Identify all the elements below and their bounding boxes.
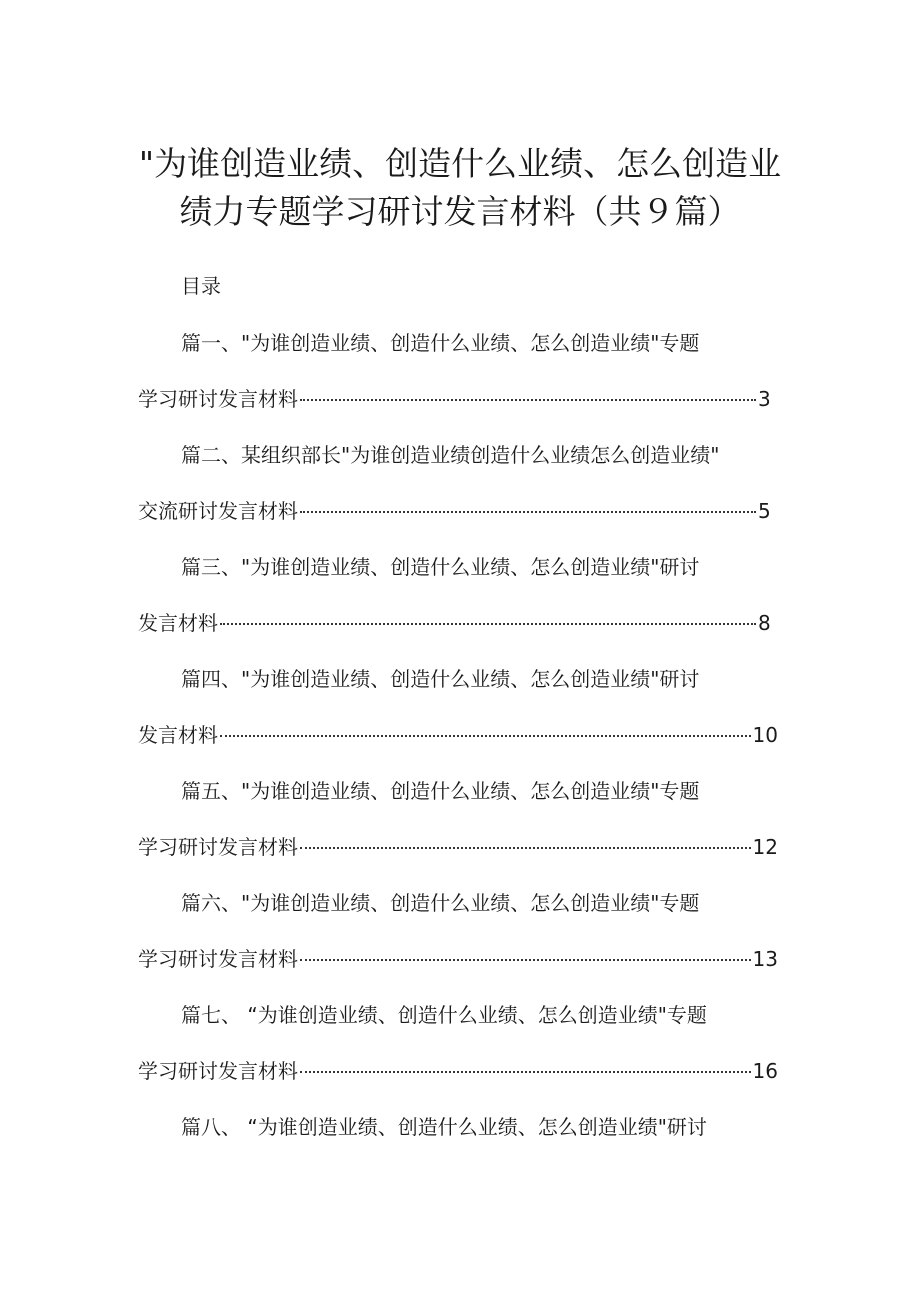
- toc-entry-1-title[interactable]: 篇一、"为谁创造业绩、创造什么业绩、怎么创造业绩"专题: [181, 331, 700, 355]
- toc-page-number: 8: [758, 611, 771, 635]
- document-title-line1: "为谁创造业绩、创造什么业绩、怎么创造业: [138, 144, 782, 183]
- toc-entry-7-title[interactable]: 篇七、 “为谁创造业绩、创造什么业绩、怎么创造业绩"专题: [181, 1003, 707, 1027]
- toc-entry-2-continuation[interactable]: [138, 496, 778, 526]
- toc-page-number: 5: [758, 499, 771, 523]
- toc-entry-2-title[interactable]: 篇二、某组织部长"为谁创造业绩创造什么业绩怎么创造业绩": [181, 443, 720, 467]
- toc-entry-4-title[interactable]: 篇四、"为谁创造业绩、创造什么业绩、怎么创造业绩"研讨: [181, 667, 700, 691]
- toc-entry-7-continuation[interactable]: [138, 1056, 778, 1086]
- toc-page-number: 10: [752, 723, 778, 747]
- toc-entry-8-title[interactable]: 篇八、 “为谁创造业绩、创造什么业绩、怎么创造业绩"研讨: [181, 1115, 707, 1139]
- toc-entry-label: 学习研讨发言材料: [138, 835, 298, 859]
- dot-leader: [220, 735, 751, 737]
- toc-entry-label: 学习研讨发言材料: [138, 947, 298, 971]
- toc-entry-5-title[interactable]: 篇五、"为谁创造业绩、创造什么业绩、怎么创造业绩"专题: [181, 779, 700, 803]
- toc-entry-6-title[interactable]: 篇六、"为谁创造业绩、创造什么业绩、怎么创造业绩"专题: [181, 891, 700, 915]
- dot-leader: [300, 959, 751, 961]
- toc-heading: 目录: [181, 274, 221, 298]
- toc-entry-label: 学习研讨发言材料: [138, 1059, 298, 1083]
- toc-entry-5-continuation[interactable]: [138, 832, 778, 862]
- toc-entry-1-continuation[interactable]: [138, 384, 778, 414]
- toc-page-number: 3: [758, 387, 771, 411]
- toc-entry-3-continuation[interactable]: [138, 608, 778, 638]
- dot-leader: [300, 847, 751, 849]
- dot-leader: [220, 623, 756, 625]
- toc-entry-4-continuation[interactable]: [138, 720, 778, 750]
- toc-entry-label: 发言材料: [138, 611, 218, 635]
- toc-page-number: 13: [752, 947, 778, 971]
- toc-page-number: 16: [752, 1059, 778, 1083]
- document-title-line2: 绩力专题学习研讨发言材料（共９篇）: [179, 192, 741, 231]
- toc-entry-label: 学习研讨发言材料: [138, 387, 298, 411]
- dot-leader: [300, 1071, 751, 1073]
- toc-entry-label: 交流研讨发言材料: [138, 499, 298, 523]
- toc-entry-6-continuation[interactable]: [138, 944, 778, 974]
- dot-leader: [300, 399, 756, 401]
- dot-leader: [300, 511, 756, 513]
- toc-entry-3-title[interactable]: 篇三、"为谁创造业绩、创造什么业绩、怎么创造业绩"研讨: [181, 555, 700, 579]
- toc-entry-label: 发言材料: [138, 723, 218, 747]
- toc-page-number: 12: [752, 835, 778, 859]
